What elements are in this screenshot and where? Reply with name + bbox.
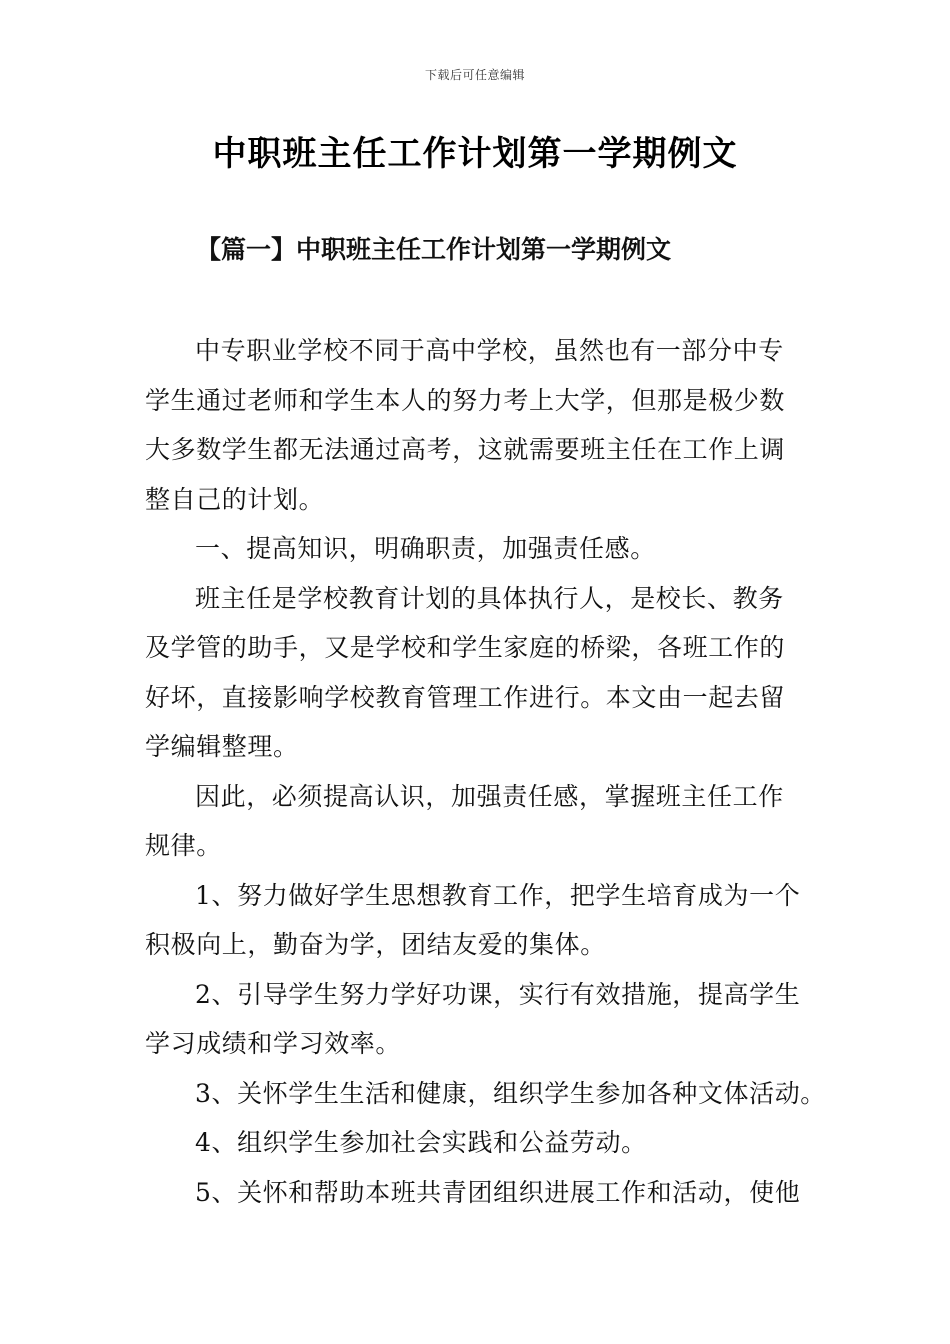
body-text (145, 326, 826, 1217)
paragraph (145, 574, 807, 772)
paragraph-line: 中专职业学校不同于高中学校，虽然也有一部分中专 (195, 336, 784, 365)
paragraph-line: 一、提高知识，明确职责，加强责任感。 (195, 534, 656, 563)
paragraph-line: 4、组织学生参加社会实践和公益劳动。 (195, 1128, 647, 1157)
paragraph-line: 学习成绩和学习效率。 (145, 1029, 402, 1058)
paragraph-line: 1、努力做好学生思想教育工作，把学生培育成为一个 (195, 880, 801, 910)
paragraph-line: 整自己的计划。 (145, 484, 325, 514)
paragraph-line: 班主任是学校教育计划的具体执行人，是校长、教务 (195, 583, 784, 613)
paragraph (145, 326, 807, 524)
paragraph (145, 772, 807, 871)
paragraph-line: 5、关怀和帮助本班共青团组织进展工作和活动，使他 (195, 1177, 801, 1207)
paragraph-line: 及学管的助手，又是学校和学生家庭的桥梁，各班工作的 (145, 633, 786, 662)
paragraph (145, 524, 807, 574)
paragraph-line: 因此，必须提高认识，加强责任感，掌握班主任工作 (195, 781, 784, 811)
paragraph-line: 3、关怀学生生活和健康，组织学生参加各种文体活动。 (195, 1078, 826, 1108)
paragraph-line: 2、引导学生努力学好功课，实行有效措施，提高学生 (195, 979, 801, 1009)
paragraph (145, 970, 807, 1069)
paragraph-line: 好坏，直接影响学校教育管理工作进行。本文由一起去留 (145, 682, 786, 712)
paragraph (145, 871, 807, 970)
paragraph (145, 1069, 826, 1119)
paragraph (145, 1118, 807, 1168)
paragraph-line: 学生通过老师和学生本人的努力考上大学，但那是极少数 (145, 385, 786, 415)
paragraph-line: 学编辑整理。 (145, 732, 299, 761)
section-heading: 【篇一】中职班主任工作计划第一学期例文 (196, 235, 672, 264)
document-title: 中职班主任工作计划第一学期例文 (212, 134, 738, 174)
paragraph-line: 积极向上，勤奋为学，团结友爱的集体。 (145, 930, 606, 959)
paragraph-line: 规律。 (145, 831, 222, 860)
paragraph-line: 大多数学生都无法通过高考，这就需要班主任在工作上调 (145, 435, 786, 464)
paragraph (145, 1168, 807, 1218)
header-note: 下载后可任意编辑 (424, 68, 525, 82)
